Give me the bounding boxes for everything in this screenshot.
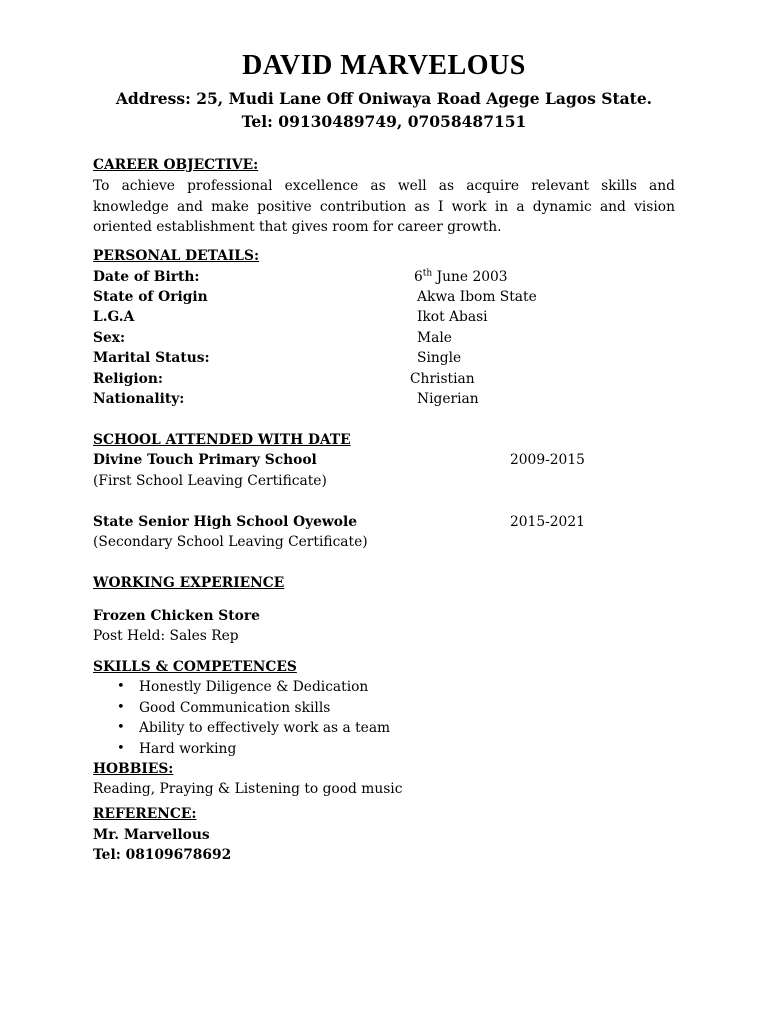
school-name-primary: Divine Touch Primary School	[93, 452, 317, 468]
resume-name: DAVID MARVELOUS	[242, 50, 526, 81]
skill-item: Honestly Diligence & Dedication	[139, 679, 369, 695]
work-post: Post Held: Sales Rep	[93, 628, 239, 644]
personal-label-nationality: Nationality:	[93, 391, 185, 407]
career-objective-heading: CAREER OBJECTIVE:	[93, 157, 259, 173]
work-heading: WORKING EXPERIENCE	[93, 575, 285, 591]
bullet-icon: •	[117, 679, 125, 694]
address-line: Address: 25, Mudi Lane Off Oniwaya Road Agege Lagos State.	[115, 89, 653, 108]
school-cert-secondary: (Secondary School Leaving Certificate)	[93, 534, 368, 550]
bullet-icon: •	[117, 720, 125, 735]
hobbies-text: Reading, Praying & Listening to good music	[93, 781, 403, 797]
school-name-secondary: State Senior High School Oyewole	[93, 514, 358, 530]
skill-item: Good Communication skills	[139, 700, 331, 716]
personal-label-dob: Date of Birth:	[93, 269, 200, 285]
personal-label-religion: Religion:	[93, 371, 163, 387]
reference-tel: Tel: 08109678692	[93, 847, 232, 863]
personal-value-dob: 6th June 2003	[414, 268, 508, 285]
school-cert-primary: (First School Leaving Certificate)	[93, 473, 327, 489]
skill-item: Ability to effectively work as a team	[139, 720, 391, 736]
reference-heading: REFERENCE:	[93, 806, 197, 822]
school-years-primary: 2009-2015	[510, 452, 585, 468]
personal-label-sex: Sex:	[93, 330, 126, 346]
personal-value-religion: Christian	[410, 371, 475, 387]
telephone-line: Tel: 09130489749, 07058487151	[241, 112, 527, 131]
reference-name: Mr. Marvellous	[93, 827, 210, 843]
personal-value-marital: Single	[417, 350, 462, 366]
personal-label-marital: Marital Status:	[93, 350, 210, 366]
schools-heading: SCHOOL ATTENDED WITH DATE	[93, 432, 351, 448]
bullet-icon: •	[117, 741, 125, 756]
bullet-icon: •	[117, 700, 125, 715]
personal-value-sex: Male	[417, 330, 452, 346]
personal-label-origin: State of Origin	[93, 289, 208, 305]
personal-details-heading: PERSONAL DETAILS:	[93, 248, 260, 264]
career-objective-text: To achieve professional excellence as well as acquire relevant skills and knowledge and make positive contribution as I work in a dynamic and vision oriented establishment that gives room for career growth.	[93, 178, 675, 235]
personal-value-nationality: Nigerian	[417, 391, 479, 407]
personal-value-origin: Akwa Ibom State	[417, 289, 537, 305]
personal-label-lga: L.G.A	[93, 309, 135, 325]
hobbies-heading: HOBBIES:	[93, 761, 174, 777]
work-company: Frozen Chicken Store	[93, 608, 260, 624]
personal-value-lga: Ikot Abasi	[417, 309, 488, 325]
skills-heading: SKILLS & COMPETENCES	[93, 659, 297, 675]
school-years-secondary: 2015-2021	[510, 514, 585, 530]
skill-item: Hard working	[139, 741, 237, 757]
